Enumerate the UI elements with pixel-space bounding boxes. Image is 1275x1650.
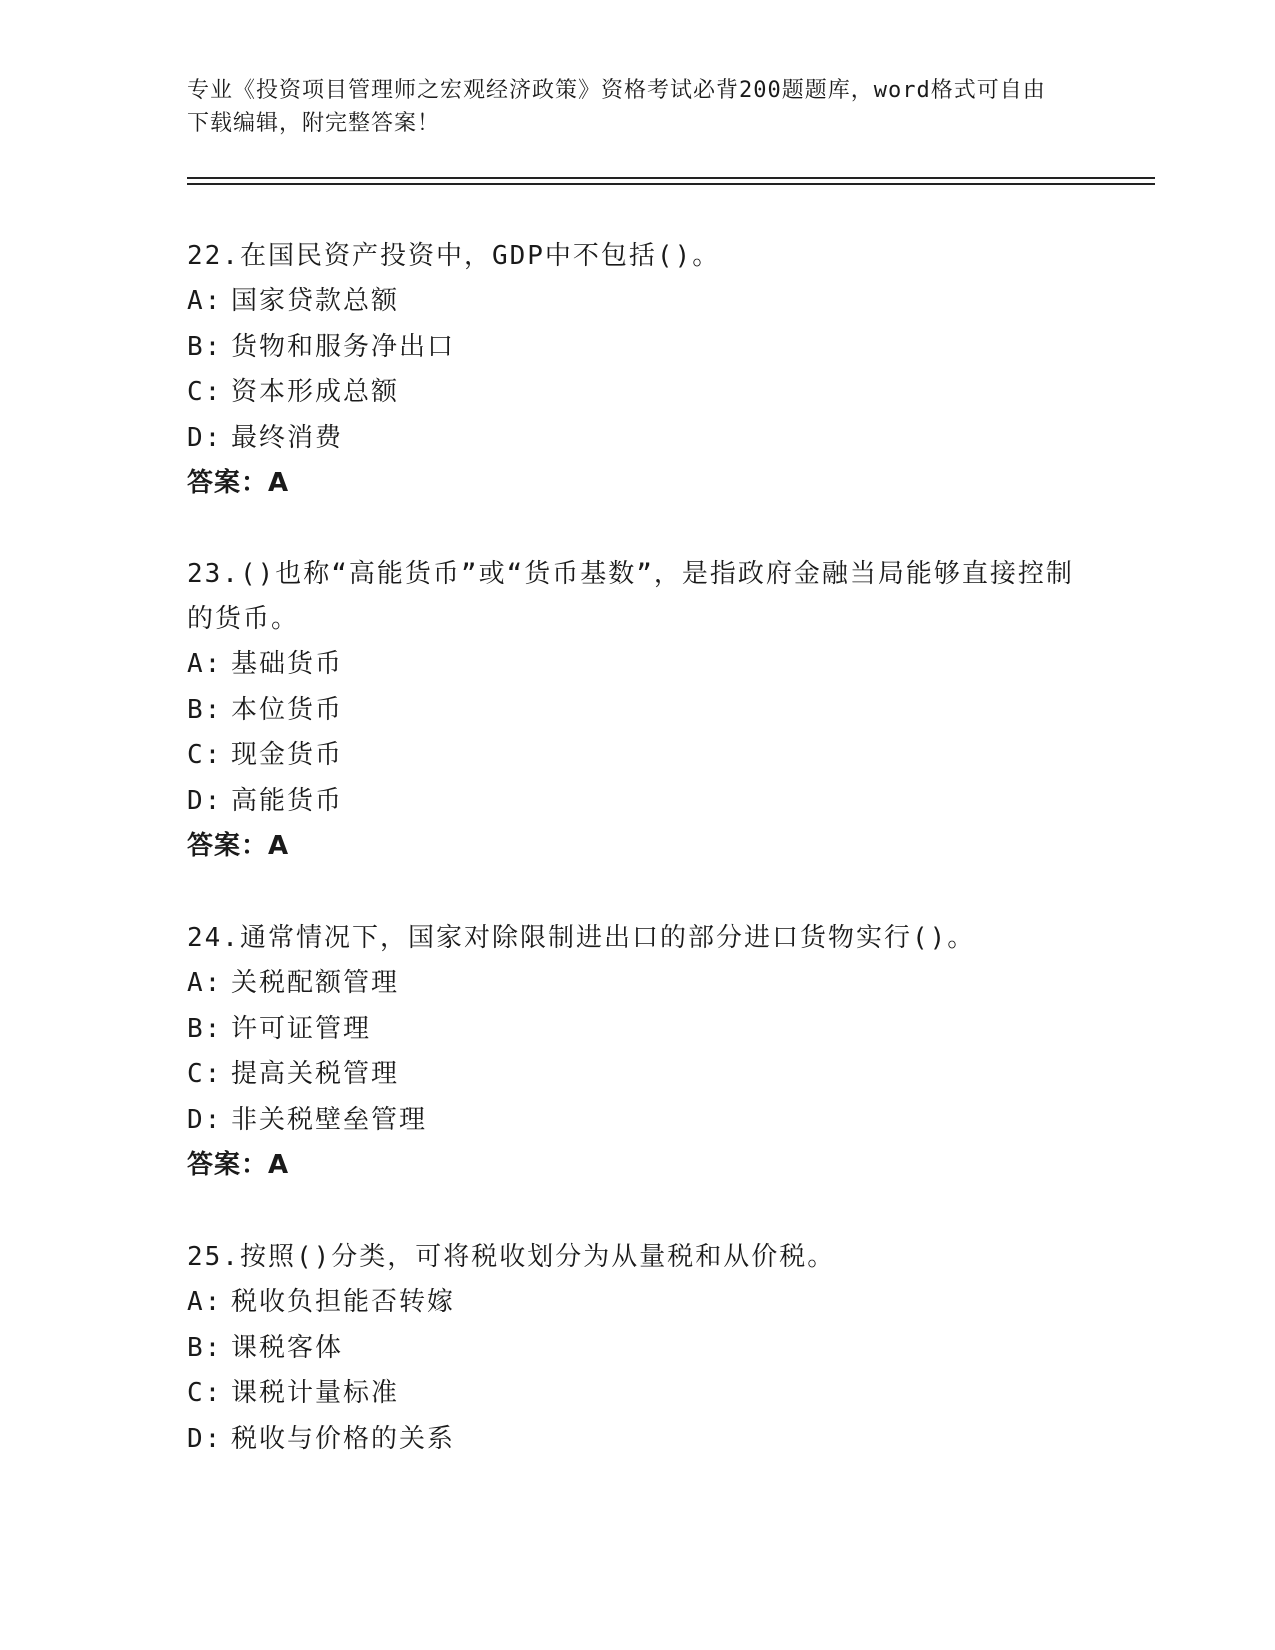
option-letter: A:	[187, 286, 223, 316]
option-d	[187, 1098, 1087, 1144]
option-letter: D:	[187, 1423, 223, 1454]
option-c	[187, 1052, 1087, 1098]
option-text: 现金货币	[231, 740, 344, 770]
option-letter: B:	[187, 331, 223, 362]
option-a	[187, 642, 1087, 688]
option-b	[187, 1326, 1087, 1372]
answer-line: 答案：A	[187, 468, 290, 498]
option-text: 许可证管理	[231, 1013, 372, 1044]
option-text: 课税客体	[231, 1332, 344, 1363]
option-letter: D:	[187, 422, 223, 453]
option-text: 税收负担能否转嫁	[231, 1287, 456, 1317]
question-25	[187, 1235, 1087, 1462]
option-letter: C:	[187, 377, 223, 407]
option-c	[187, 1371, 1087, 1417]
option-letter: A:	[187, 968, 223, 998]
question-24	[187, 916, 1087, 1188]
option-letter: C:	[187, 1378, 223, 1408]
option-text: 最终消费	[231, 422, 344, 453]
option-d	[187, 1417, 1087, 1463]
answer-line: 答案：A	[187, 1150, 290, 1180]
option-text: 货物和服务净出口	[231, 331, 456, 362]
option-a	[187, 1280, 1087, 1326]
header-divider-bottom	[187, 183, 1155, 185]
option-letter: B:	[187, 694, 223, 725]
document-header: 专业《投资项目管理师之宏观经济政策》资格考试必背200题题库，word格式可自由下载编辑，附完整答案！	[187, 78, 1046, 136]
option-text: 课税计量标准	[231, 1378, 400, 1408]
option-d	[187, 416, 1087, 462]
option-text: 基础货币	[231, 649, 344, 679]
option-text: 资本形成总额	[231, 377, 400, 407]
option-text: 提高关税管理	[231, 1059, 400, 1089]
question-22	[187, 234, 1087, 506]
question-stem: 23.()也称“高能货币”或“货币基数”，是指政府金融当局能够直接控制的货币。	[187, 559, 1074, 634]
option-text: 本位货币	[231, 694, 344, 725]
option-c	[187, 733, 1087, 779]
option-text: 税收与价格的关系	[231, 1423, 456, 1454]
option-letter: D:	[187, 1104, 223, 1135]
question-stem: 24.通常情况下，国家对除限制进出口的部分进口货物实行()。	[187, 923, 976, 953]
option-letter: B:	[187, 1013, 223, 1044]
option-d	[187, 779, 1087, 825]
question-23	[187, 552, 1087, 869]
header-divider-top	[187, 177, 1155, 179]
option-b	[187, 1007, 1087, 1053]
option-b	[187, 688, 1087, 734]
option-text: 关税配额管理	[231, 968, 400, 998]
option-letter: C:	[187, 740, 223, 770]
option-c	[187, 370, 1087, 416]
answer-line: 答案：A	[187, 831, 290, 861]
question-stem: 22.在国民资产投资中，GDP中不包括()。	[187, 241, 721, 271]
option-text: 国家贷款总额	[231, 286, 400, 316]
option-letter: A:	[187, 649, 223, 679]
option-letter: B:	[187, 1332, 223, 1363]
option-letter: A:	[187, 1287, 223, 1317]
option-letter: C:	[187, 1059, 223, 1089]
option-text: 高能货币	[231, 785, 344, 816]
option-a	[187, 961, 1087, 1007]
question-stem: 25.按照()分类，可将税收划分为从量税和从价税。	[187, 1242, 836, 1272]
option-b	[187, 325, 1087, 371]
option-a	[187, 279, 1087, 325]
option-text: 非关税壁垒管理	[231, 1104, 428, 1135]
option-letter: D:	[187, 785, 223, 816]
